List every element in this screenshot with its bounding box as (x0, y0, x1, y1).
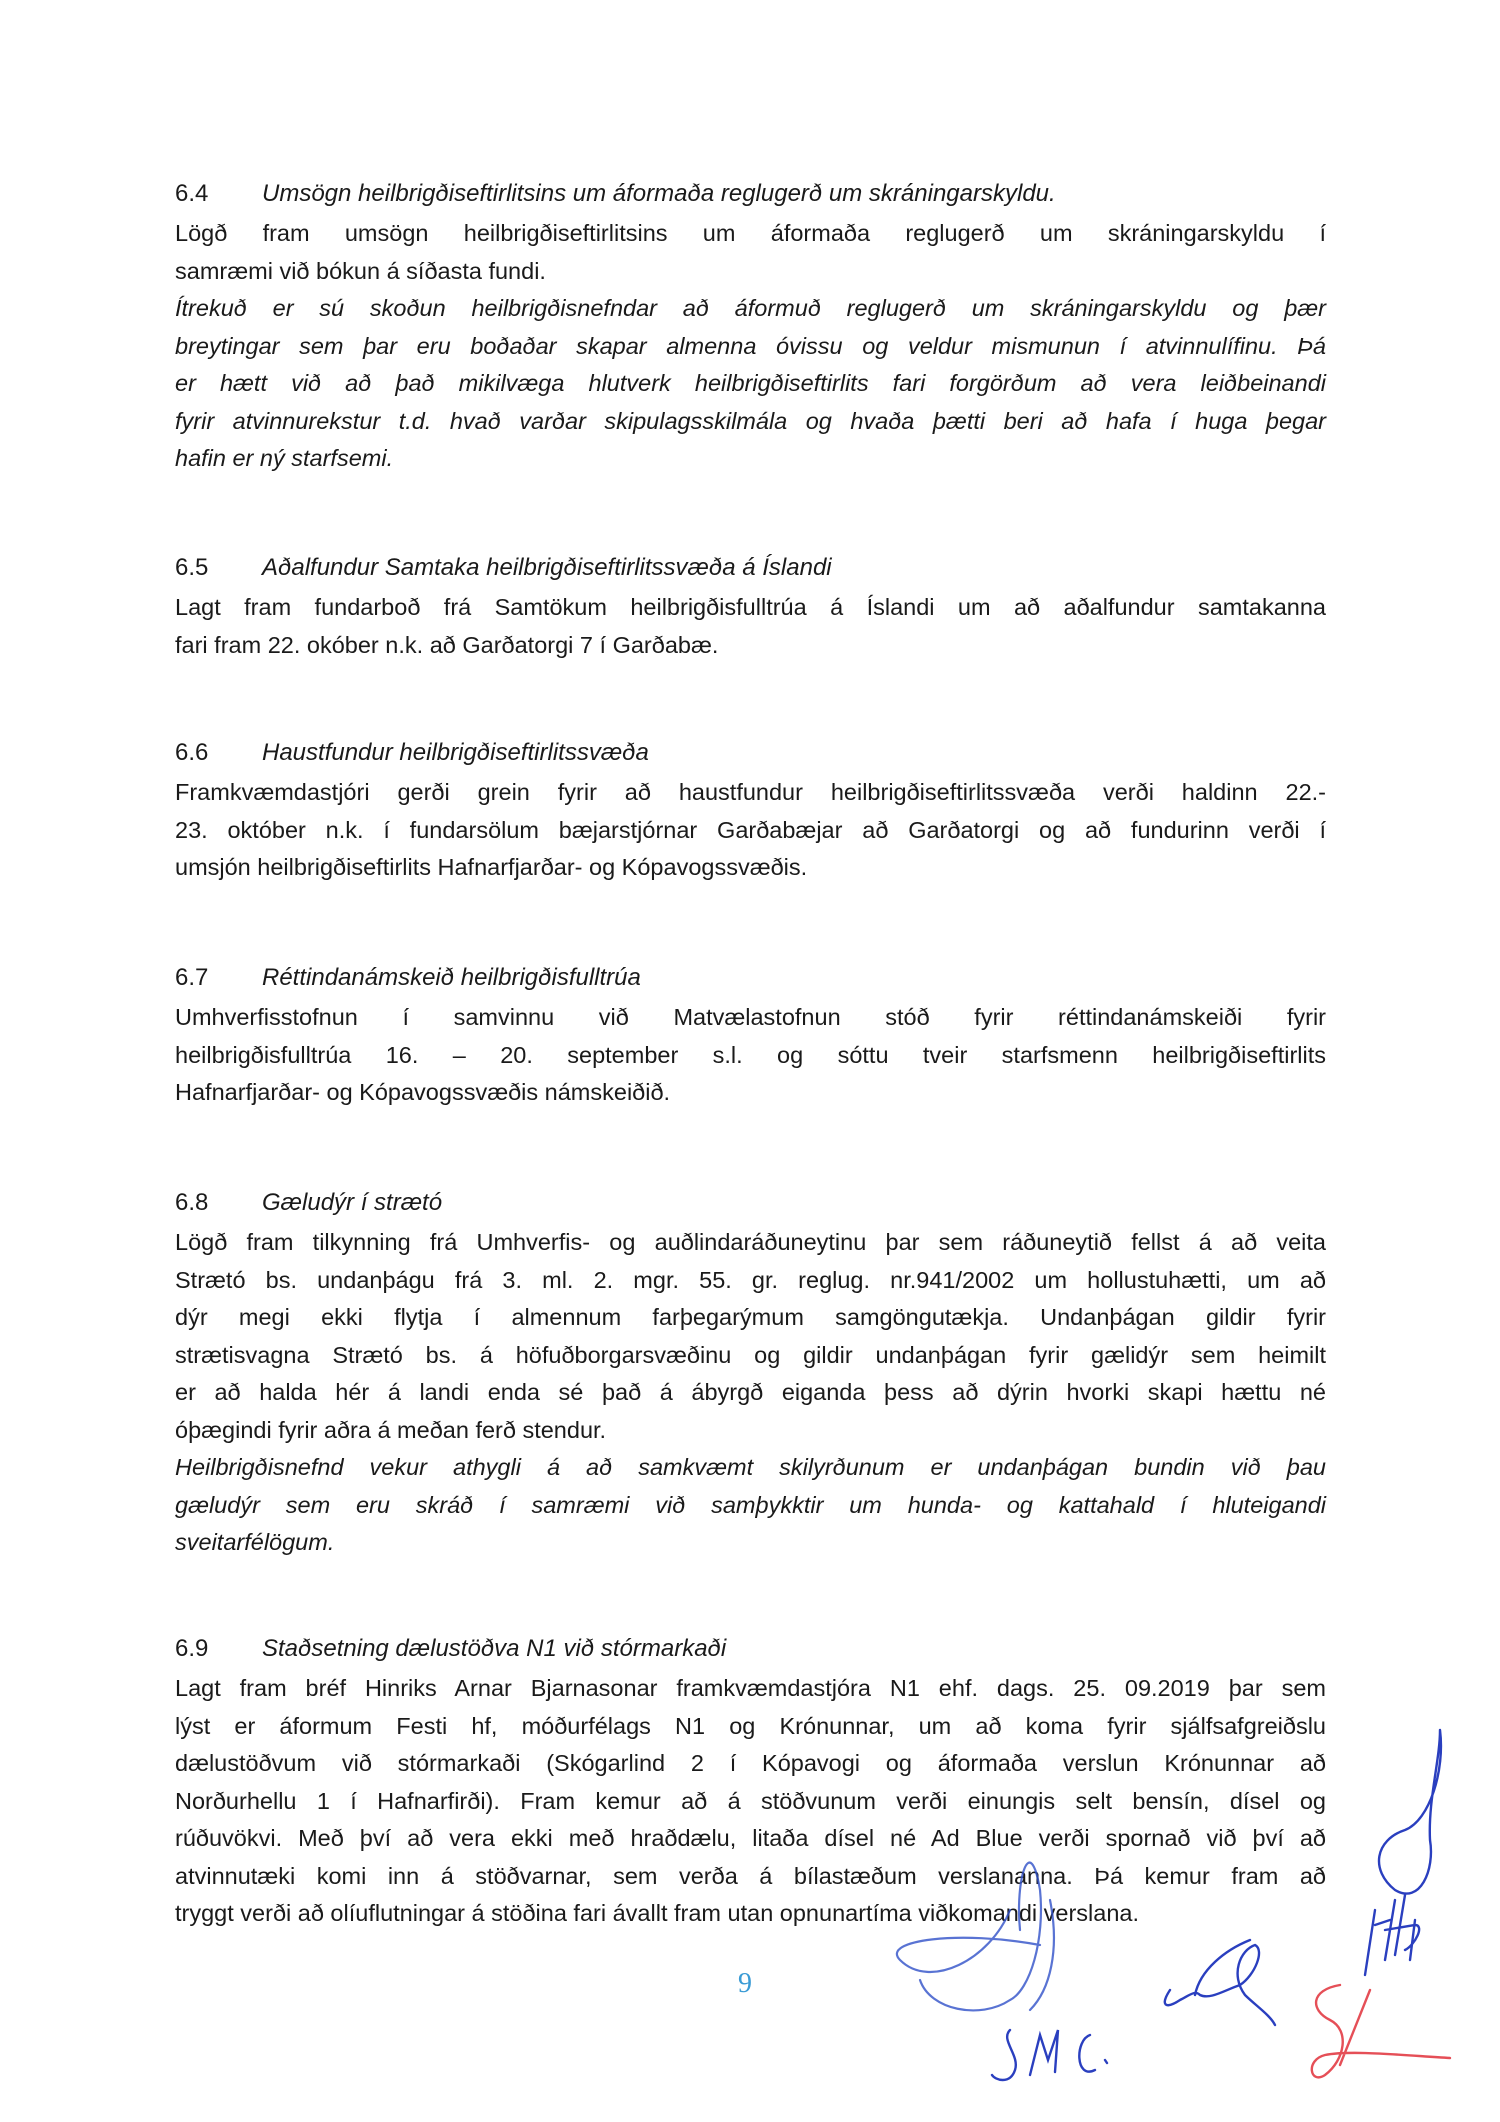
section-number: 6.7 (175, 964, 209, 991)
text-line: lýst er áformum Festi hf, móðurfélags N1 og Krónunnar, um að koma fyrir sjálfsafgreiðslu (175, 1712, 1326, 1739)
signature-smg (992, 2030, 1107, 2080)
body-paragraph (175, 999, 1326, 1112)
section-heading (175, 957, 1326, 999)
text-line: Lagt fram fundarboð frá Samtökum heilbrigðisfulltrúa á Íslandi um að aðalfundur samtakanna (175, 594, 1326, 620)
text-line: er hætt við að það mikilvæga hlutverk heilbrigðiseftirlits fari forgörðum að vera leiðbeinandi (175, 370, 1326, 396)
section-title: Gæludýr í strætó (262, 1189, 443, 1216)
text-line: Strætó bs. undanþágu frá 3. ml. 2. mgr. 55. gr. reglug. nr.941/2002 um hollustuhætti, um að (175, 1266, 1326, 1293)
text-line: Lagt fram bréf Hinriks Arnar Bjarnasonar framkvæmdastjóra N1 ehf. dags. 25. 09.2019 þar sem (175, 1675, 1326, 1701)
text-line: fari fram 22. okóber n.k. að Garðatorgi 7 í Garðabæ. (175, 631, 719, 658)
text-line: er að halda hér á landi enda sé það á ábyrgð eiganda þess að dýrin hvorki skapi hættu né (175, 1379, 1326, 1405)
page-number: 9 (738, 1968, 752, 1999)
section-heading (175, 547, 1326, 589)
section-title: Réttindanámskeið heilbrigðisfulltrúa (262, 964, 641, 991)
signature-red (1312, 1985, 1450, 2077)
text-line: Framkvæmdastjóri gerði grein fyrir að haustfundur heilbrigðiseftirlitssvæða verði haldinn 22.- (175, 779, 1326, 805)
text-line: Heilbrigðisnefnd vekur athygli á að samkvæmt skilyrðunum er undanþágan bundin við þau (175, 1454, 1326, 1480)
section-title: Umsögn heilbrigðiseftirlitsins um áformaða reglugerð um skráningarskyldu. (262, 180, 1056, 207)
section-heading (175, 1182, 1326, 1224)
body-paragraph (175, 1224, 1326, 1449)
text-line: Hafnarfjarðar- og Kópavogssvæðis námskeiðið. (175, 1079, 671, 1105)
section-6-8 (175, 1182, 1326, 1562)
text-line: Norðurhellu 1 í Hafnarfirði). Fram kemur að á stöðvunum verði einungis selt bensín, dísel og (175, 1787, 1326, 1814)
section-6-7 (175, 957, 1326, 1112)
section-title: Haustfundur heilbrigðiseftirlitssvæða (262, 739, 649, 766)
body-paragraph (175, 589, 1326, 664)
text-line: Lögð fram umsögn heilbrigðiseftirlitsins um áformaða reglugerð um skráningarskyldu í (175, 220, 1326, 246)
section-number: 6.8 (175, 1189, 209, 1216)
text-line: sveitarfélögum. (175, 1529, 335, 1555)
text-line: 23. október n.k. í fundarsölum bæjarstjórnar Garðabæjar að Garðatorgi og að fundurinn verði í (175, 816, 1326, 843)
body-paragraph (175, 1670, 1326, 1933)
text-line: tryggt verði að olíuflutningar á stöðina fari ávallt fram utan opnunartíma viðkomandi verslana. (175, 1900, 1140, 1926)
section-number: 6.5 (175, 554, 209, 581)
section-heading (175, 732, 1326, 774)
text-line: samræmi við bókun á síðasta fundi. (175, 257, 546, 284)
body-paragraph (175, 774, 1326, 887)
text-line: atvinnutæki komi inn á stöðvarnar, sem verða á bílastæðum verslananna. Þá kemur fram að (175, 1862, 1326, 1889)
text-line: umsjón heilbrigðiseftirlits Hafnarfjarðar- og Kópavogssvæðis. (175, 854, 808, 880)
text-line: óþægindi fyrir aðra á meðan ferð stendur. (175, 1416, 607, 1443)
committee-remark-paragraph (175, 1449, 1326, 1562)
body-paragraph (175, 215, 1326, 290)
text-line: dýr megi ekki flytja í almennum farþegarýmum samgöngutækja. Undanþágan gildir fyrir (175, 1304, 1326, 1330)
text-line: heilbrigðisfulltrúa 16. – 20. september s.l. og sóttu tveir starfsmenn heilbrigðiseftirlits (175, 1041, 1326, 1068)
text-line: Ítrekuð er sú skoðun heilbrigðisnefndar að áformuð reglugerð um skráningarskyldu og þær (175, 295, 1326, 321)
section-heading (175, 173, 1326, 215)
section-number: 6.9 (175, 1635, 209, 1662)
section-title: Aðalfundur Samtaka heilbrigðiseftirlitssvæða á Íslandi (262, 554, 832, 581)
section-title: Staðsetning dælustöðva N1 við stórmarkaði (262, 1635, 727, 1662)
signature-3 (1365, 1730, 1441, 1975)
section-number: 6.4 (175, 180, 209, 207)
text-line: hafin er ný starfsemi. (175, 445, 394, 471)
section-6-4 (175, 173, 1326, 478)
text-line: fyrir atvinnurekstur t.d. hvað varðar skipulagsskilmála og hvaða þætti beri að hafa í huga þegar (175, 407, 1326, 434)
section-6-9 (175, 1628, 1326, 1933)
section-6-5 (175, 547, 1326, 664)
section-number: 6.6 (175, 739, 209, 766)
signature-2 (1165, 1940, 1275, 2025)
text-line: rúðuvökvi. Með því að vera ekki með hraðdælu, litaða dísel né Ad Blue verði spornað við því að (175, 1825, 1326, 1851)
text-line: Lögð fram tilkynning frá Umhverfis- og auðlindaráðuneytinu þar sem ráðuneytið fellst á að veita (175, 1229, 1326, 1255)
section-6-6 (175, 732, 1326, 887)
section-heading (175, 1628, 1326, 1670)
text-line: gæludýr sem eru skráð í samræmi við samþykktir um hunda- og kattahald í hluteigandi (175, 1491, 1326, 1518)
text-line: Umhverfisstofnun í samvinnu við Matvælastofnun stóð fyrir réttindanámskeiði fyrir (175, 1004, 1326, 1030)
text-line: strætisvagna Strætó bs. á höfuðborgarsvæðinu og gildir undanþágan fyrir gælidýr sem heimilt (175, 1341, 1326, 1368)
text-line: dælustöðvum við stórmarkaði (Skógarlind 2 í Kópavogi og áformaða verslun Krónunnar að (175, 1750, 1326, 1776)
committee-remark-paragraph (175, 290, 1326, 478)
text-line: breytingar sem þar eru boðaðar skapar almenna óvissu og veldur mismunun í atvinnulífinu. Þá (175, 332, 1326, 359)
